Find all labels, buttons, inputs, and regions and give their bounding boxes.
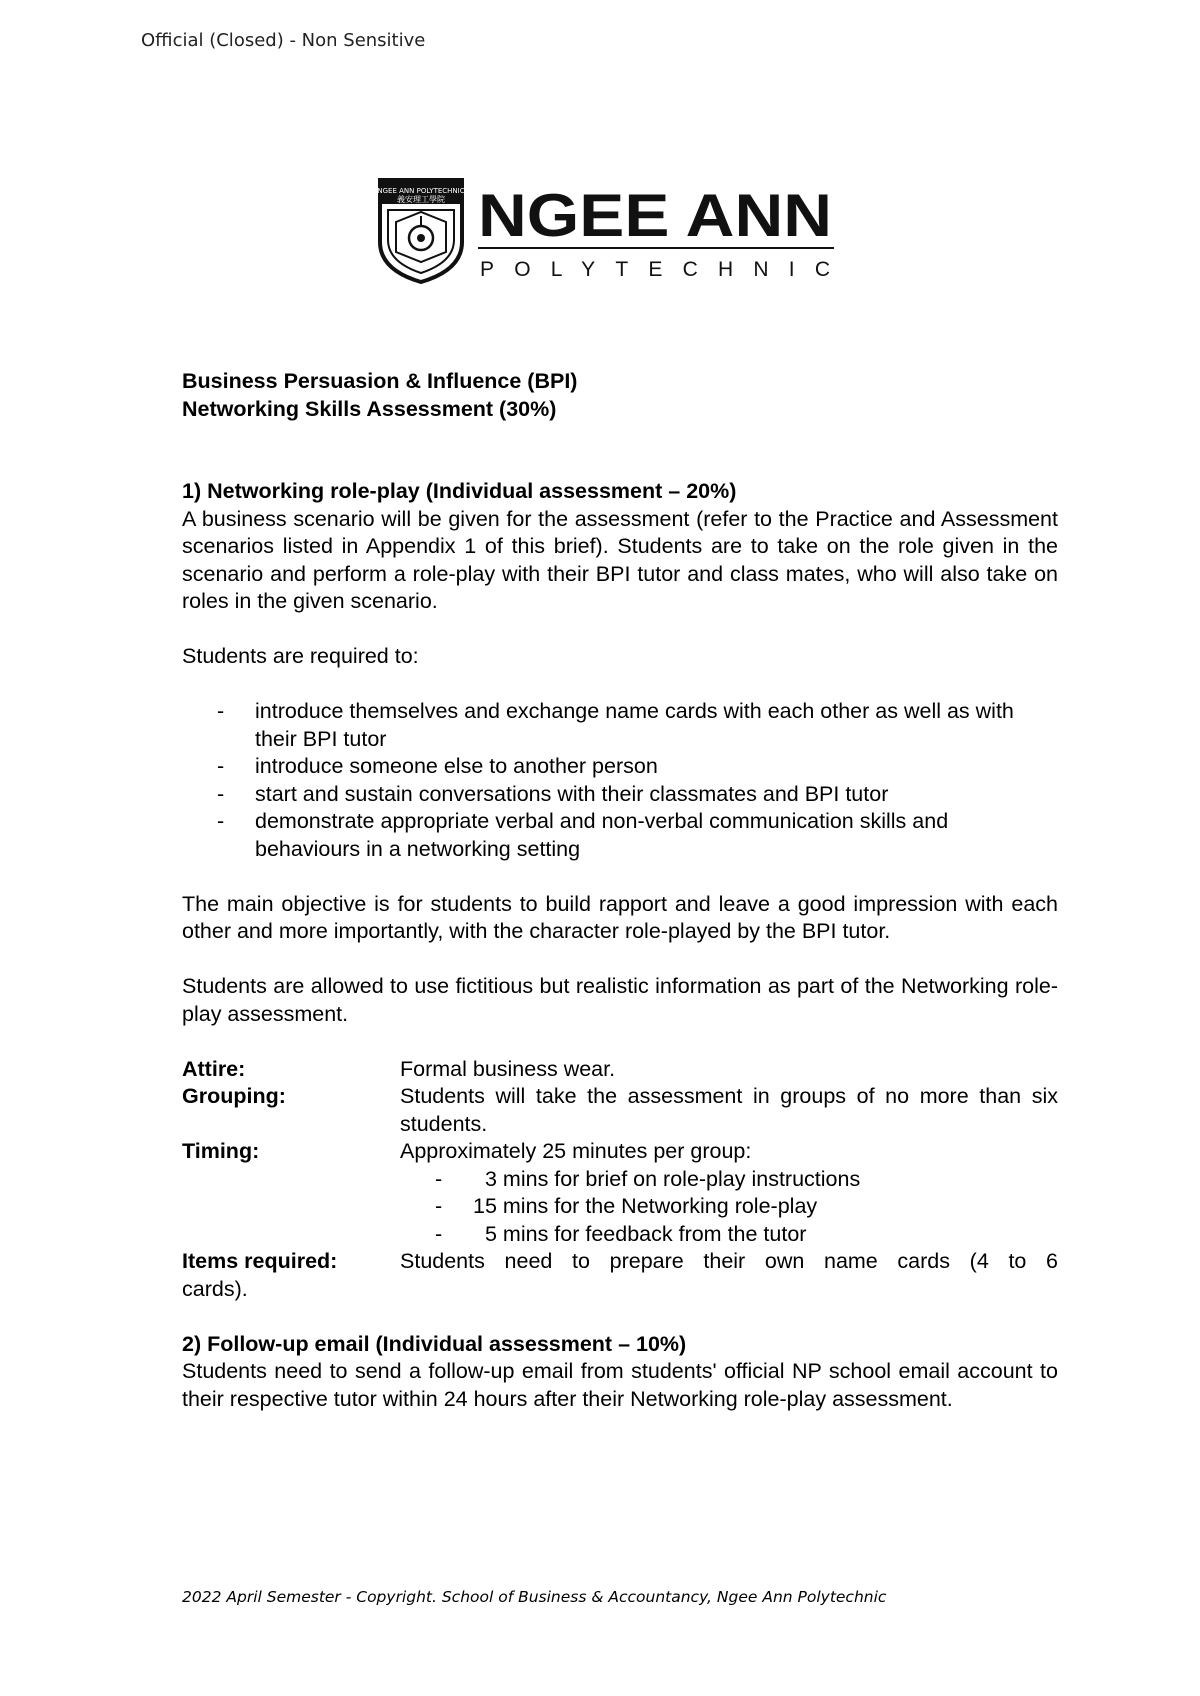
list-item: - introduce someone else to another person bbox=[182, 753, 1058, 781]
classification-label: Official (Closed) - Non Sensitive bbox=[141, 30, 426, 51]
objective-paragraph: The main objective is for students to build rapport and leave a good impression with each other and more importantly, with the character role-played by the BPI tutor. bbox=[182, 891, 1058, 943]
items-value-cont: cards). bbox=[182, 1276, 248, 1301]
section-2-body: Students need to send a follow-up email from students' official NP school email account to their respective tutor within 24 hours after their Networking role-play assessment. bbox=[182, 1359, 1058, 1411]
grouping-label: Grouping: bbox=[182, 1084, 286, 1108]
doc-title-1: Business Persuasion & Influence (BPI) bbox=[182, 369, 578, 393]
logo-graphic bbox=[378, 176, 838, 284]
document-body bbox=[182, 368, 1058, 1413]
timing-value: Approximately 25 minutes per group: bbox=[400, 1139, 752, 1163]
timing-block bbox=[400, 1138, 1058, 1248]
requirements-list bbox=[182, 698, 1058, 863]
ngee-ann-polytechnic-logo bbox=[378, 176, 838, 284]
section-1-heading: 1) Networking role-play (Individual assessment – 20%) bbox=[182, 479, 737, 503]
footer-copyright: 2022 April Semester - Copyright. School of Business & Accountancy, Ngee Ann Polytechnic bbox=[182, 1588, 887, 1606]
timing-list bbox=[400, 1166, 1058, 1249]
list-item: - 5 mins for feedback from the tutor bbox=[400, 1221, 1058, 1249]
crest-text: NGEE ANN POLYTECHNIC bbox=[378, 187, 465, 195]
list-item: - introduce themselves and exchange name cards with each other as well as with their BPI tutor bbox=[182, 698, 1058, 753]
list-item: - 15 mins for the Networking role-play bbox=[400, 1193, 1058, 1221]
timing-label: Timing: bbox=[182, 1139, 260, 1163]
assessment-details bbox=[182, 1056, 1058, 1304]
attire-label: Attire: bbox=[182, 1056, 246, 1081]
logo-name: NGEE ANN bbox=[478, 182, 832, 249]
list-item: - start and sustain conversations with their classmates and BPI tutor bbox=[182, 781, 1058, 809]
items-label: Items required: bbox=[182, 1249, 338, 1273]
attire-value: Formal business wear. bbox=[400, 1056, 616, 1081]
required-label: Students are required to: bbox=[182, 644, 419, 668]
grouping-value: Students will take the assessment in groups of no more than six students. bbox=[400, 1084, 1058, 1136]
list-item: - 3 mins for brief on role-play instructions bbox=[400, 1166, 1058, 1194]
section-1-intro: A business scenario will be given for the assessment (refer to the Practice and Assessment scenarios listed in Appendix 1 of this brief). Students are to take on the role given in the scenario and perform a role-play with their BPI tutor and class mates, who will also take on roles in the given scenario. bbox=[182, 506, 1058, 613]
crest-chinese: 義安理工學院 bbox=[397, 195, 445, 204]
list-item: - demonstrate appropriate verbal and non-verbal communication skills and behaviours in a networking setting bbox=[182, 808, 1058, 863]
allowed-paragraph: Students are allowed to use fictitious but realistic information as part of the Networking role-play assessment. bbox=[182, 974, 1058, 1026]
section-2-heading: 2) Follow-up email (Individual assessment – 10%) bbox=[182, 1331, 687, 1356]
logo-sub: POLYTECHNIC bbox=[480, 258, 830, 281]
items-value: Students need to prepare their own name cards (4 to 6 bbox=[400, 1249, 1058, 1273]
doc-title-2: Networking Skills Assessment (30%) bbox=[182, 396, 557, 421]
